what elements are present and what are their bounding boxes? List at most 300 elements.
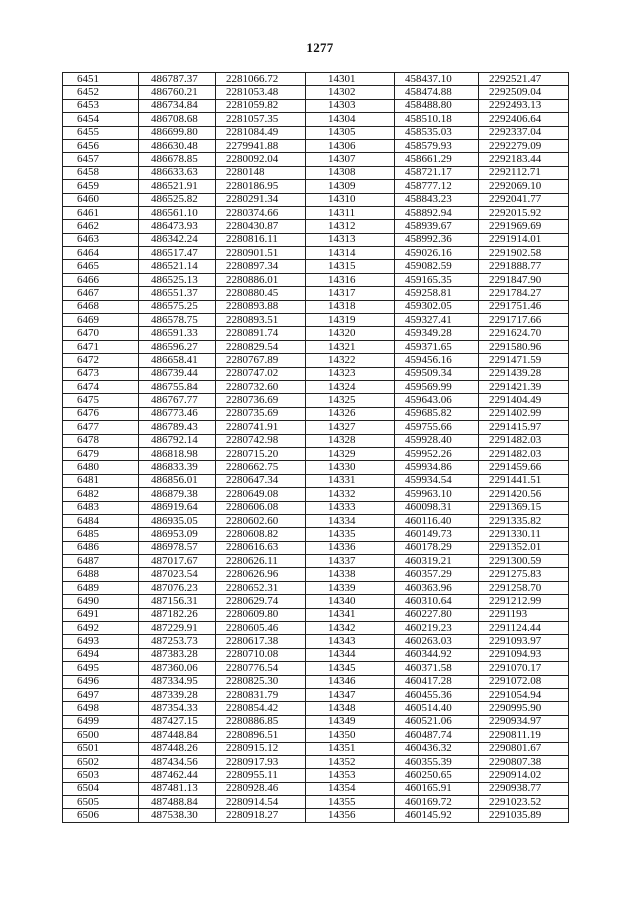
table-cell: 6486 (63, 541, 139, 554)
table-cell: 2291258.70 (479, 581, 569, 594)
table-row (63, 447, 569, 460)
table-cell: 2292406.64 (479, 113, 569, 126)
table-cell: 2291624.70 (479, 327, 569, 340)
table-cell: 14309 (306, 180, 395, 193)
table-cell: 6499 (63, 715, 139, 728)
table-cell: 486525.82 (139, 193, 216, 206)
table-cell: 6451 (63, 73, 139, 86)
table-cell: 6504 (63, 782, 139, 795)
table-cell: 2292279.09 (479, 139, 569, 152)
table-cell: 2280626.11 (216, 555, 306, 568)
table-cell: 6471 (63, 340, 139, 353)
table-cell: 460250.65 (395, 769, 479, 782)
table-row (63, 796, 569, 809)
table-cell: 460169.72 (395, 796, 479, 809)
table-cell: 487538.30 (139, 809, 216, 822)
table-cell: 458437.10 (395, 73, 479, 86)
table-cell: 2281066.72 (216, 73, 306, 86)
table-cell: 6485 (63, 528, 139, 541)
table-cell: 459302.05 (395, 300, 479, 313)
table-cell: 486525.13 (139, 273, 216, 286)
table-cell: 2280605.46 (216, 622, 306, 635)
table-cell: 6469 (63, 314, 139, 327)
table-cell: 2280897.34 (216, 260, 306, 273)
table-cell: 2291404.49 (479, 394, 569, 407)
table-cell: 2281084.49 (216, 126, 306, 139)
table-cell: 2280928.46 (216, 782, 306, 795)
table-cell: 14301 (306, 73, 395, 86)
table-cell: 6476 (63, 407, 139, 420)
table-cell: 2291439.28 (479, 367, 569, 380)
table-cell: 460319.21 (395, 555, 479, 568)
table-cell: 2292509.04 (479, 86, 569, 99)
table-cell: 2290934.97 (479, 715, 569, 728)
table-row (63, 367, 569, 380)
table-cell: 486551.37 (139, 287, 216, 300)
table-cell: 2291335.82 (479, 514, 569, 527)
coordinates-table-body (63, 73, 569, 823)
table-cell: 14348 (306, 702, 395, 715)
table-cell: 486767.77 (139, 394, 216, 407)
table-cell: 459165.35 (395, 273, 479, 286)
table-cell: 2291420.56 (479, 488, 569, 501)
table-cell: 2280829.54 (216, 340, 306, 353)
table-row (63, 166, 569, 179)
table-cell: 6483 (63, 501, 139, 514)
table-cell: 14322 (306, 354, 395, 367)
table-cell: 487354.33 (139, 702, 216, 715)
table-cell: 460263.03 (395, 635, 479, 648)
table-row (63, 220, 569, 233)
table-cell: 460417.28 (395, 675, 479, 688)
table-cell: 486633.63 (139, 166, 216, 179)
table-cell: 2291054.94 (479, 688, 569, 701)
page-number: 1277 (306, 40, 334, 55)
table-row (63, 501, 569, 514)
table-cell: 486856.01 (139, 474, 216, 487)
table-cell: 2280606.08 (216, 501, 306, 514)
table-row (63, 434, 569, 447)
table-cell: 460145.92 (395, 809, 479, 822)
table-cell: 6497 (63, 688, 139, 701)
table-cell: 14307 (306, 153, 395, 166)
table-row (63, 86, 569, 99)
table-cell: 2280736.69 (216, 394, 306, 407)
table-cell: 486630.48 (139, 139, 216, 152)
table-cell: 6456 (63, 139, 139, 152)
table-cell: 487229.91 (139, 622, 216, 635)
table-cell: 6477 (63, 421, 139, 434)
table-cell: 14343 (306, 635, 395, 648)
table-cell: 6490 (63, 595, 139, 608)
table-cell: 2291580.96 (479, 340, 569, 353)
table-cell: 6505 (63, 796, 139, 809)
table-row (63, 769, 569, 782)
table-cell: 2291093.97 (479, 635, 569, 648)
table-cell: 459456.16 (395, 354, 479, 367)
table-cell: 486591.33 (139, 327, 216, 340)
table-cell: 6470 (63, 327, 139, 340)
table-cell: 6492 (63, 622, 139, 635)
table-cell: 486919.64 (139, 501, 216, 514)
table-cell: 14324 (306, 380, 395, 393)
table-cell: 2280742.98 (216, 434, 306, 447)
table-cell: 459082.59 (395, 260, 479, 273)
table-cell: 460363.96 (395, 581, 479, 594)
table-cell: 14342 (306, 622, 395, 635)
table-cell: 6506 (63, 809, 139, 822)
table-cell: 6463 (63, 233, 139, 246)
table-cell: 458992.36 (395, 233, 479, 246)
table-cell: 6479 (63, 447, 139, 460)
table-cell: 486699.80 (139, 126, 216, 139)
table-row (63, 73, 569, 86)
table-row (63, 126, 569, 139)
table-cell: 2280955.11 (216, 769, 306, 782)
table-row (63, 300, 569, 313)
table-cell: 2291352.01 (479, 541, 569, 554)
coordinates-table-container (62, 72, 568, 823)
table-cell: 6466 (63, 273, 139, 286)
table-cell: 6502 (63, 755, 139, 768)
table-cell: 2291441.51 (479, 474, 569, 487)
table-row (63, 581, 569, 594)
table-cell: 2280825.30 (216, 675, 306, 688)
table-cell: 2280374.66 (216, 206, 306, 219)
table-cell: 14311 (306, 206, 395, 219)
table-cell: 6474 (63, 380, 139, 393)
table-cell: 2291482.03 (479, 434, 569, 447)
table-cell: 2280662.75 (216, 461, 306, 474)
table-cell: 2280652.31 (216, 581, 306, 594)
table-cell: 2291415.97 (479, 421, 569, 434)
table-cell: 6488 (63, 568, 139, 581)
table-cell: 14355 (306, 796, 395, 809)
table-cell: 6473 (63, 367, 139, 380)
table-cell: 6484 (63, 514, 139, 527)
table-row (63, 555, 569, 568)
table-cell: 2291717.66 (479, 314, 569, 327)
table-cell: 14336 (306, 541, 395, 554)
table-cell: 458535.03 (395, 126, 479, 139)
table-row (63, 314, 569, 327)
table-cell: 460219.23 (395, 622, 479, 635)
table-cell: 6458 (63, 166, 139, 179)
table-row (63, 514, 569, 527)
table-cell: 6459 (63, 180, 139, 193)
table-cell: 2291193 (479, 608, 569, 621)
table-cell: 487448.84 (139, 729, 216, 742)
table-cell: 2280880.45 (216, 287, 306, 300)
table-cell: 6503 (63, 769, 139, 782)
table-row (63, 180, 569, 193)
table-cell: 487334.95 (139, 675, 216, 688)
table-cell: 6496 (63, 675, 139, 688)
table-cell: 486578.75 (139, 314, 216, 327)
table-row (63, 755, 569, 768)
table-cell: 2280148 (216, 166, 306, 179)
table-row (63, 729, 569, 742)
table-row (63, 287, 569, 300)
table-cell: 487448.26 (139, 742, 216, 755)
table-cell: 2292183.44 (479, 153, 569, 166)
table-cell: 2280893.51 (216, 314, 306, 327)
table-cell: 2280901.51 (216, 247, 306, 260)
table-row (63, 809, 569, 822)
table-cell: 6493 (63, 635, 139, 648)
table-cell: 6487 (63, 555, 139, 568)
table-cell: 487076.23 (139, 581, 216, 594)
table-row (63, 662, 569, 675)
table-cell: 460310.64 (395, 595, 479, 608)
table-cell: 14325 (306, 394, 395, 407)
table-cell: 2291888.77 (479, 260, 569, 273)
table-row (63, 380, 569, 393)
table-cell: 458661.29 (395, 153, 479, 166)
table-row (63, 702, 569, 715)
table-cell: 2280617.38 (216, 635, 306, 648)
table-row (63, 327, 569, 340)
table-cell: 2291482.03 (479, 447, 569, 460)
table-cell: 14330 (306, 461, 395, 474)
table-cell: 14354 (306, 782, 395, 795)
table-cell: 2291330.11 (479, 528, 569, 541)
table-cell: 486517.47 (139, 247, 216, 260)
table-cell: 458488.80 (395, 99, 479, 112)
table-cell: 14340 (306, 595, 395, 608)
table-cell: 14351 (306, 742, 395, 755)
table-cell: 2291275.83 (479, 568, 569, 581)
table-row (63, 233, 569, 246)
table-cell: 14310 (306, 193, 395, 206)
table-cell: 14350 (306, 729, 395, 742)
table-cell: 487434.56 (139, 755, 216, 768)
table-cell: 2291300.59 (479, 555, 569, 568)
table-cell: 487383.28 (139, 648, 216, 661)
table-row (63, 635, 569, 648)
table-cell: 14329 (306, 447, 395, 460)
table-row (63, 273, 569, 286)
table-cell: 2290811.19 (479, 729, 569, 742)
table-cell: 2280776.54 (216, 662, 306, 675)
table-cell: 458474.88 (395, 86, 479, 99)
table-cell: 2291459.66 (479, 461, 569, 474)
table-cell: 460344.92 (395, 648, 479, 661)
table-cell: 6480 (63, 461, 139, 474)
table-cell: 14326 (306, 407, 395, 420)
table-cell: 486521.91 (139, 180, 216, 193)
table-row (63, 675, 569, 688)
table-cell: 2292069.10 (479, 180, 569, 193)
table-cell: 458579.93 (395, 139, 479, 152)
table-cell: 2290938.77 (479, 782, 569, 795)
table-cell: 2291471.59 (479, 354, 569, 367)
table-cell: 2292521.47 (479, 73, 569, 86)
table-cell: 486787.37 (139, 73, 216, 86)
table-cell: 6452 (63, 86, 139, 99)
table-row (63, 153, 569, 166)
table-row (63, 247, 569, 260)
table-cell: 2280649.08 (216, 488, 306, 501)
table-cell: 14316 (306, 273, 395, 286)
table-row (63, 394, 569, 407)
table-cell: 459327.41 (395, 314, 479, 327)
table-cell: 6453 (63, 99, 139, 112)
table-cell: 14347 (306, 688, 395, 701)
table-cell: 6478 (63, 434, 139, 447)
table-cell: 486935.05 (139, 514, 216, 527)
table-row (63, 139, 569, 152)
table-cell: 459963.10 (395, 488, 479, 501)
table-cell: 2292493.13 (479, 99, 569, 112)
table-cell: 14353 (306, 769, 395, 782)
table-cell: 14303 (306, 99, 395, 112)
table-cell: 486760.21 (139, 86, 216, 99)
table-cell: 14341 (306, 608, 395, 621)
table-cell: 2291023.52 (479, 796, 569, 809)
table-cell: 14314 (306, 247, 395, 260)
table-cell: 2291369.15 (479, 501, 569, 514)
table-cell: 2280896.51 (216, 729, 306, 742)
table-cell: 458939.67 (395, 220, 479, 233)
table-cell: 2279941.88 (216, 139, 306, 152)
table-cell: 2280854.42 (216, 702, 306, 715)
table-cell: 459928.40 (395, 434, 479, 447)
table-cell: 6498 (63, 702, 139, 715)
table-cell: 487017.67 (139, 555, 216, 568)
table-cell: 2291035.89 (479, 809, 569, 822)
table-row (63, 595, 569, 608)
table-cell: 486978.57 (139, 541, 216, 554)
table-cell: 458892.94 (395, 206, 479, 219)
table-row (63, 193, 569, 206)
table-cell: 2280715.20 (216, 447, 306, 460)
table-cell: 459569.99 (395, 380, 479, 393)
table-cell: 14344 (306, 648, 395, 661)
table-cell: 2280732.60 (216, 380, 306, 393)
table-cell: 460514.40 (395, 702, 479, 715)
table-cell: 14319 (306, 314, 395, 327)
table-cell: 460178.29 (395, 541, 479, 554)
table-cell: 486521.14 (139, 260, 216, 273)
table-cell: 2291124.44 (479, 622, 569, 635)
table-row (63, 648, 569, 661)
table-cell: 14334 (306, 514, 395, 527)
table-cell: 487253.73 (139, 635, 216, 648)
table-cell: 6489 (63, 581, 139, 594)
table-cell: 2280886.01 (216, 273, 306, 286)
table-cell: 14313 (306, 233, 395, 246)
table-cell: 460227.80 (395, 608, 479, 621)
table-cell: 2291914.01 (479, 233, 569, 246)
table-cell: 2280626.96 (216, 568, 306, 581)
table-cell: 486789.43 (139, 421, 216, 434)
table-cell: 458843.23 (395, 193, 479, 206)
table-cell: 2281057.35 (216, 113, 306, 126)
table-cell: 14317 (306, 287, 395, 300)
table-cell: 487427.15 (139, 715, 216, 728)
table-cell: 14306 (306, 139, 395, 152)
table-cell: 14315 (306, 260, 395, 273)
table-cell: 459952.26 (395, 447, 479, 460)
table-cell: 459509.34 (395, 367, 479, 380)
table-cell: 458510.18 (395, 113, 479, 126)
table-cell: 14304 (306, 113, 395, 126)
table-cell: 459026.16 (395, 247, 479, 260)
table-cell: 460355.39 (395, 755, 479, 768)
table-cell: 2280831.79 (216, 688, 306, 701)
table-cell: 6494 (63, 648, 139, 661)
table-cell: 2290914.02 (479, 769, 569, 782)
table-cell: 6455 (63, 126, 139, 139)
table-cell: 2291421.39 (479, 380, 569, 393)
table-cell: 2280291.34 (216, 193, 306, 206)
table-row (63, 742, 569, 755)
table-cell: 459685.82 (395, 407, 479, 420)
table-row (63, 354, 569, 367)
table-cell: 2292337.04 (479, 126, 569, 139)
table-cell: 14345 (306, 662, 395, 675)
table-cell: 2280917.93 (216, 755, 306, 768)
table-cell: 2291969.69 (479, 220, 569, 233)
table-cell: 6491 (63, 608, 139, 621)
table-cell: 2280647.34 (216, 474, 306, 487)
table-cell: 487182.26 (139, 608, 216, 621)
table-cell: 487488.84 (139, 796, 216, 809)
table-cell: 14323 (306, 367, 395, 380)
table-cell: 14308 (306, 166, 395, 179)
table-cell: 14331 (306, 474, 395, 487)
table-cell: 2281053.48 (216, 86, 306, 99)
table-row (63, 407, 569, 420)
table-cell: 2280735.69 (216, 407, 306, 420)
table-cell: 2291902.58 (479, 247, 569, 260)
table-cell: 2291847.90 (479, 273, 569, 286)
table-cell: 2290807.38 (479, 755, 569, 768)
table-cell: 486658.41 (139, 354, 216, 367)
table-cell: 487339.28 (139, 688, 216, 701)
table-cell: 460357.29 (395, 568, 479, 581)
table-cell: 486755.84 (139, 380, 216, 393)
table-cell: 460487.74 (395, 729, 479, 742)
table-cell: 14335 (306, 528, 395, 541)
table-cell: 459349.28 (395, 327, 479, 340)
table-cell: 14328 (306, 434, 395, 447)
table-cell: 6461 (63, 206, 139, 219)
table-cell: 460436.32 (395, 742, 479, 755)
table-cell: 458777.12 (395, 180, 479, 193)
table-cell: 486708.68 (139, 113, 216, 126)
table-cell: 2280767.89 (216, 354, 306, 367)
table-cell: 460165.91 (395, 782, 479, 795)
table-cell: 2280741.91 (216, 421, 306, 434)
table-row (63, 461, 569, 474)
table-row (63, 782, 569, 795)
table-cell: 6475 (63, 394, 139, 407)
table-cell: 487023.54 (139, 568, 216, 581)
table-cell: 6467 (63, 287, 139, 300)
table-cell: 2291212.99 (479, 595, 569, 608)
table-row (63, 113, 569, 126)
table-row (63, 474, 569, 487)
table-cell: 2280891.74 (216, 327, 306, 340)
table-cell: 2292015.92 (479, 206, 569, 219)
table-cell: 2280092.04 (216, 153, 306, 166)
table-cell: 6457 (63, 153, 139, 166)
table-cell: 2291072.08 (479, 675, 569, 688)
table-cell: 2291402.99 (479, 407, 569, 420)
table-cell: 2292041.77 (479, 193, 569, 206)
